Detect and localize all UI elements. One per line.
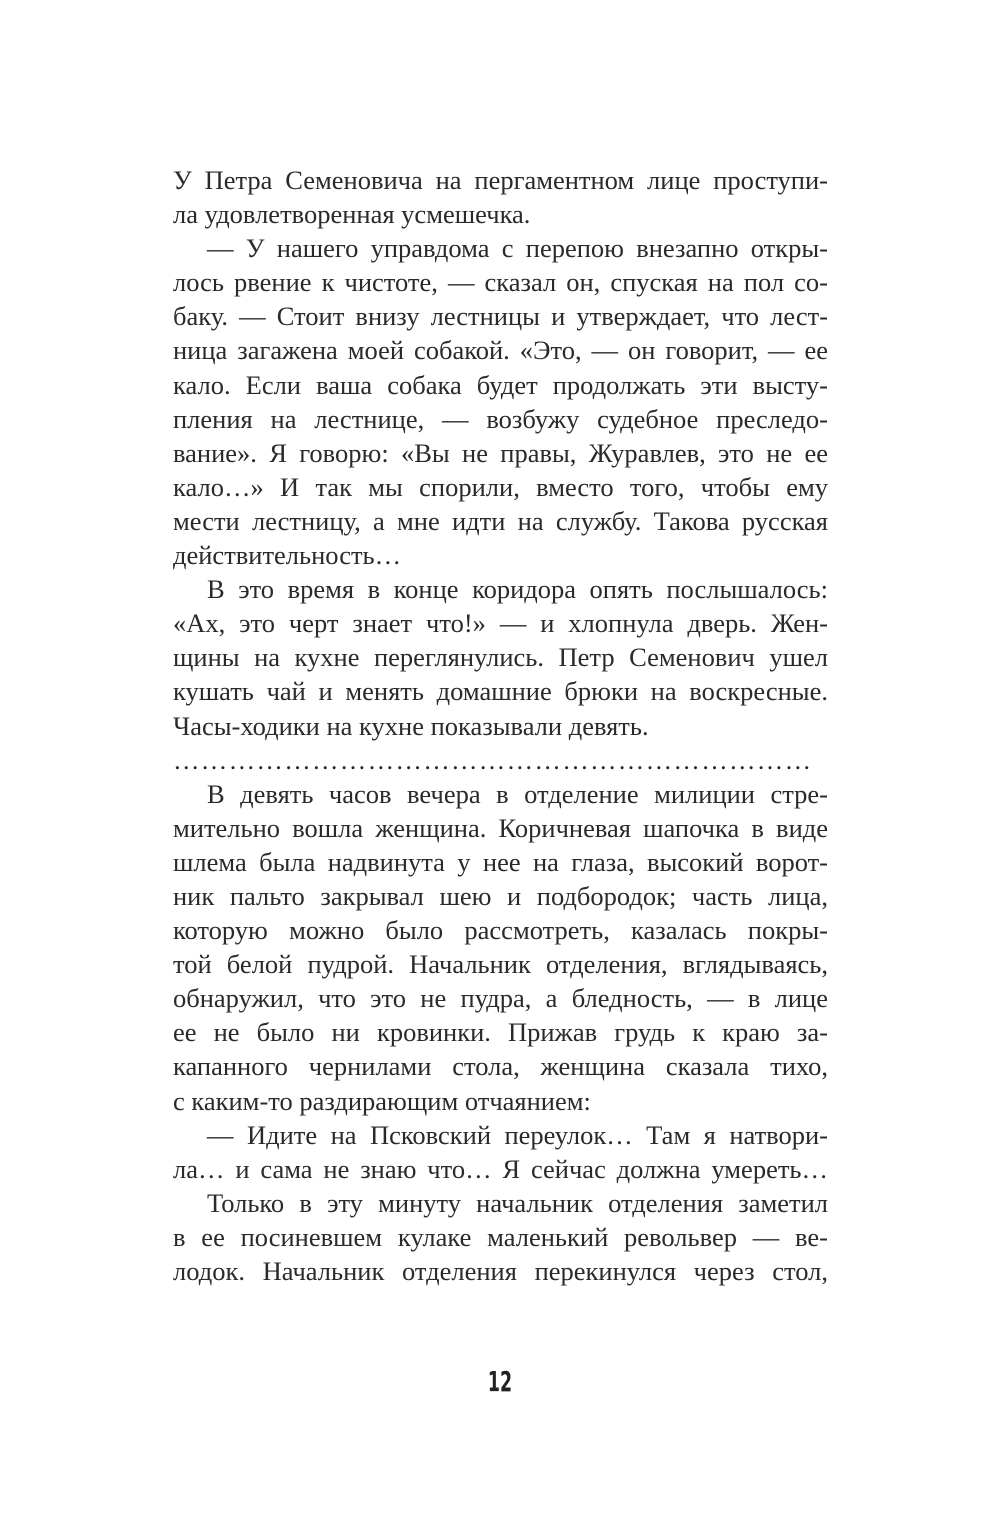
page-number: 12 [487,1365,513,1398]
text-line: мести лестницу, а мне идти на службу. Такова русская [173,505,828,536]
text-line: лодок. Начальник отделения перекинулся через стол, [173,1256,828,1286]
text-line: — У нашего управдома с перепою внезапно откры- [207,233,828,264]
text-line: баку. — Стоит внизу лестницы и утверждает, что лест- [173,301,828,332]
text-line: действительность… [173,540,402,571]
text-line: капанного чернилами стола, женщина сказала тихо, [173,1051,828,1082]
section-separator: …………………………………………………………… [173,744,813,775]
text-line: В это время в конце коридора опять послышалось: [207,574,828,605]
text-line: «Ах, это черт знает что!» — и хлопнула дверь. Жен- [173,608,828,639]
text-line: кало…» И так мы спорили, вместо того, чтобы ему [173,471,828,502]
text-line: в ее посиневшем кулаке маленький револьвер — ве- [173,1221,828,1252]
text-line: ла… и сама не знаю что… Я сейчас должна умереть… [173,1153,828,1184]
text-line: ее не было ни кровинки. Прижав грудь к краю за- [173,1017,828,1048]
text-line: кало. Если ваша собака будет продолжать эти высту- [173,369,828,400]
text-line: щины на кухне переглянулись. Петр Семенович ушел [173,642,828,673]
text-line: У Петра Семеновича на пергаментном лице проступи- [173,165,828,195]
text-line: В девять часов вечера в отделение милиции стре- [207,778,828,809]
text-line: Только в эту минуту начальник отделения заметил [207,1187,828,1218]
text-line: шлема была надвинута у нее на глаза, высокий ворот- [173,846,828,877]
text-line: вание». Я говорю: «Вы не правы, Журавлев, это не ее [173,437,828,468]
text-line: той белой пудрой. Начальник отделения, вглядываясь, [173,949,828,980]
text-line: ник пальто закрывал шею и подбородок; часть лица, [173,880,828,911]
text-line: пления на лестнице, — возбужу судебное преследо- [173,403,828,434]
text-line: кушать чай и менять домашние брюки на воскресные. [173,676,828,707]
text-line: лось рвение к чистоте, — сказал он, спуская на пол со- [173,267,828,298]
text-line: с каким-то раздирающим отчаянием: [173,1085,591,1116]
text-line: обнаружил, что это не пудра, а бледность, — в лице [173,983,828,1014]
text-line: Часы-ходики на кухне показывали девять. [173,710,649,741]
text-line: ница загажена моей собакой. «Это, — он говорит, — ее [173,335,828,366]
text-line: которую можно было рассмотреть, казалась покры- [173,915,828,946]
body-text [173,163,828,1288]
text-line: — Идите на Псковский переулок… Там я натвори- [207,1119,828,1150]
text-line: мительно вошла женщина. Коричневая шапочка в виде [173,812,828,843]
text-line: ла удовлетворенная усмешечка. [173,199,531,230]
